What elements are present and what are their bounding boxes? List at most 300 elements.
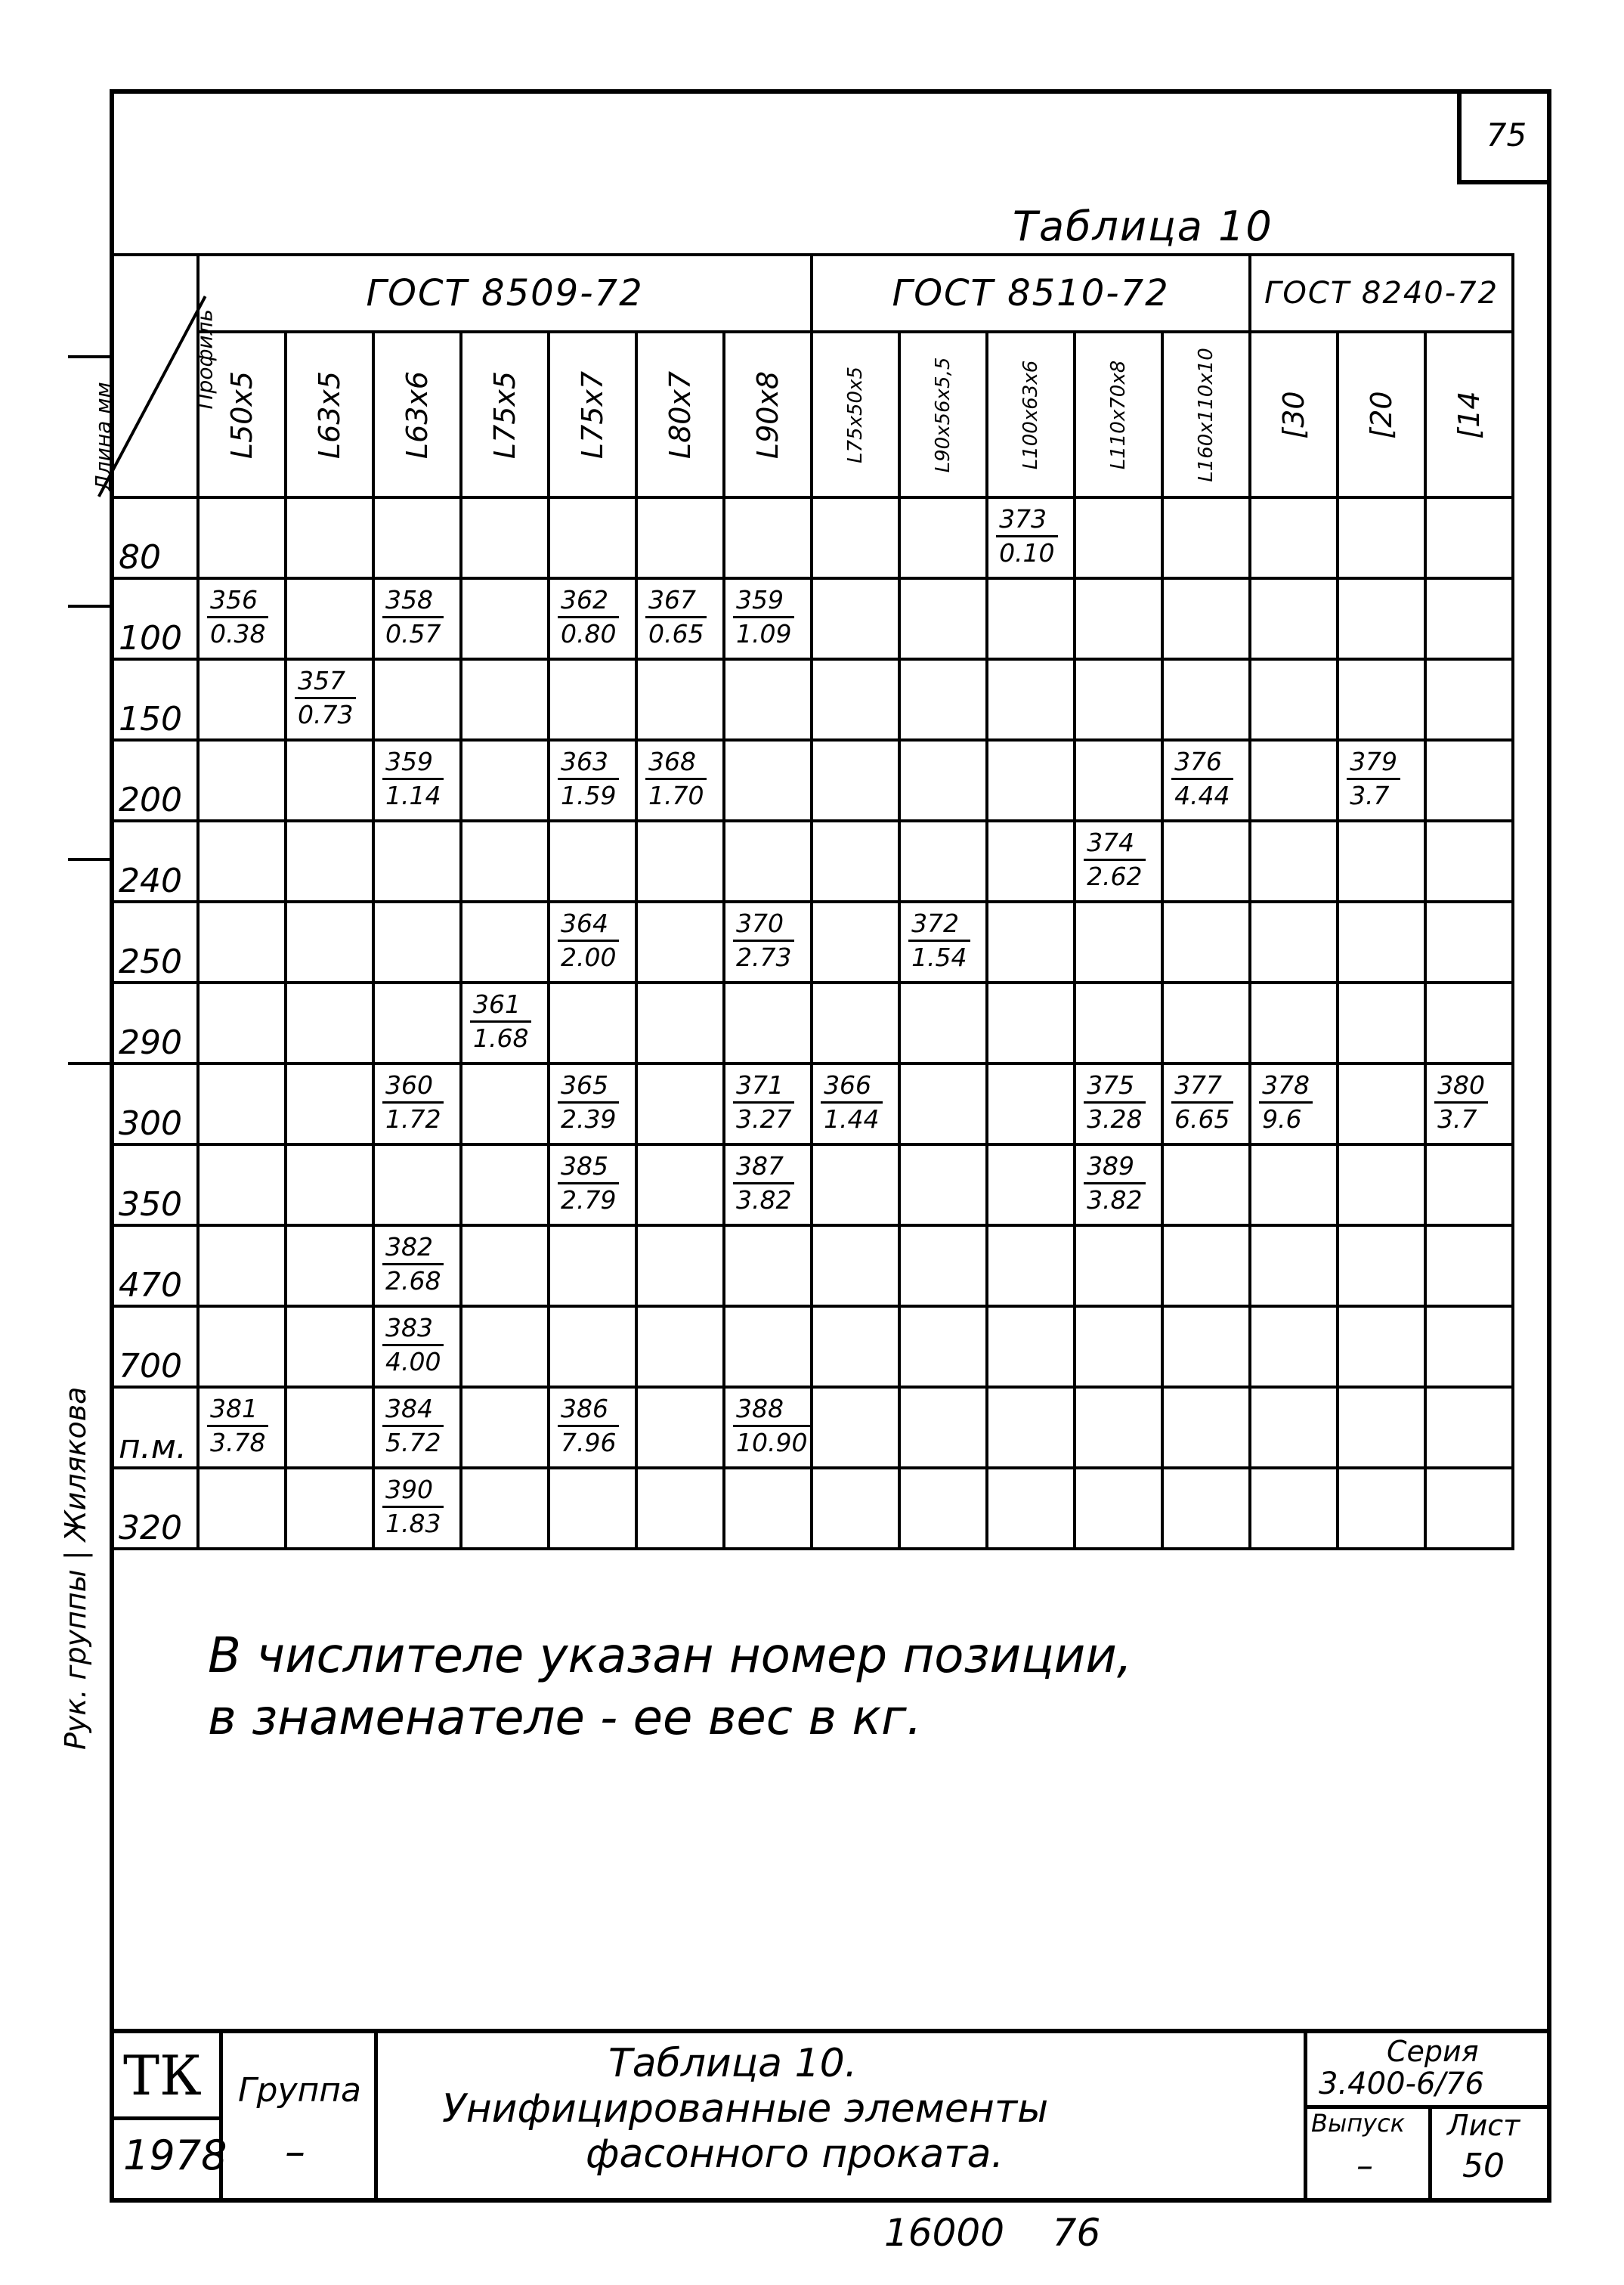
position-weight-fraction bbox=[1171, 1070, 1233, 1135]
position-number: 372 bbox=[908, 908, 970, 942]
table-cell bbox=[373, 1144, 461, 1225]
position-number: 357 bbox=[295, 665, 356, 699]
table-cell bbox=[812, 578, 899, 659]
position-number: 363 bbox=[558, 746, 619, 780]
length-cell: п.м. bbox=[111, 1387, 198, 1468]
table-cell bbox=[549, 1468, 636, 1549]
table-cell bbox=[461, 821, 549, 902]
table-cell bbox=[549, 659, 636, 740]
weight-kg: 0.65 bbox=[648, 619, 704, 649]
table-cell bbox=[1162, 578, 1250, 659]
weight-kg: 2.79 bbox=[561, 1185, 617, 1215]
weight-kg: 7.96 bbox=[561, 1428, 617, 1457]
position-weight-fraction bbox=[382, 1070, 444, 1135]
table-cell bbox=[987, 740, 1075, 821]
table-cell bbox=[1425, 1225, 1513, 1306]
sheet-title-line-2: Унифицированные элементы bbox=[442, 2086, 1049, 2132]
table-cell bbox=[373, 1064, 461, 1144]
profile-header-cell bbox=[286, 332, 373, 497]
table-cell bbox=[987, 497, 1075, 578]
profile-header-cell bbox=[724, 332, 812, 497]
table-title: Таблица 10 bbox=[1013, 203, 1273, 250]
table-cell bbox=[636, 1144, 724, 1225]
table-cell bbox=[373, 497, 461, 578]
profile-header-cell bbox=[1075, 332, 1162, 497]
table-cell bbox=[636, 578, 724, 659]
length-cell: 150 bbox=[111, 659, 198, 740]
table-cell bbox=[724, 902, 812, 983]
table-cell bbox=[899, 659, 987, 740]
table-cell bbox=[987, 1144, 1075, 1225]
table-cell bbox=[549, 983, 636, 1064]
position-number: 364 bbox=[558, 908, 619, 942]
table-cell bbox=[549, 1306, 636, 1387]
table-cell bbox=[461, 1064, 549, 1144]
table-cell bbox=[1425, 740, 1513, 821]
position-weight-fraction bbox=[733, 1070, 794, 1135]
weight-kg: 1.09 bbox=[736, 619, 792, 649]
table-cell bbox=[724, 497, 812, 578]
position-number: 384 bbox=[382, 1393, 444, 1427]
table-cell bbox=[373, 1225, 461, 1306]
table-cell bbox=[724, 740, 812, 821]
position-number: 356 bbox=[207, 584, 268, 618]
table-cell bbox=[1425, 1468, 1513, 1549]
table-cell bbox=[1162, 659, 1250, 740]
weight-kg: 1.54 bbox=[911, 943, 967, 972]
table-cell bbox=[899, 983, 987, 1064]
weight-kg: 1.70 bbox=[648, 781, 704, 810]
table-cell bbox=[1338, 659, 1425, 740]
gost-8240-header: ГОСТ 8240-72 bbox=[1250, 255, 1513, 332]
table-cell bbox=[198, 497, 286, 578]
table-cell bbox=[1250, 983, 1338, 1064]
footnote bbox=[208, 1625, 1132, 1749]
table-cell bbox=[724, 821, 812, 902]
table-cell bbox=[461, 497, 549, 578]
table-cell bbox=[1250, 1064, 1338, 1144]
table-cell bbox=[1075, 1306, 1162, 1387]
position-weight-fraction bbox=[207, 584, 268, 650]
position-number: 373 bbox=[996, 503, 1057, 537]
weight-kg: 2.68 bbox=[385, 1266, 441, 1296]
table-row bbox=[111, 1144, 1513, 1225]
table-cell bbox=[636, 983, 724, 1064]
table-cell bbox=[899, 1225, 987, 1306]
table-cell bbox=[549, 902, 636, 983]
gost-8509-header: ГОСТ 8509-72 bbox=[198, 255, 812, 332]
table-cell bbox=[899, 1468, 987, 1549]
position-weight-fraction bbox=[1347, 746, 1400, 812]
profile-header-cell bbox=[899, 332, 987, 497]
table-cell bbox=[1250, 1468, 1338, 1549]
position-number: 368 bbox=[645, 746, 707, 780]
weight-kg: 2.62 bbox=[1087, 862, 1143, 891]
margin-tick bbox=[68, 605, 110, 608]
table-cell bbox=[1425, 1064, 1513, 1144]
table-cell bbox=[1250, 821, 1338, 902]
table-cell bbox=[899, 1387, 987, 1468]
table-cell bbox=[1338, 497, 1425, 578]
weight-kg: 0.73 bbox=[298, 700, 354, 729]
length-cell: 700 bbox=[111, 1306, 198, 1387]
table-cell bbox=[812, 983, 899, 1064]
table-cell bbox=[373, 1468, 461, 1549]
table-cell bbox=[461, 1225, 549, 1306]
length-cell: 240 bbox=[111, 821, 198, 902]
position-weight-fraction bbox=[558, 1393, 619, 1459]
table-cell bbox=[1250, 740, 1338, 821]
profile-label: [30 bbox=[1277, 390, 1311, 439]
table-cell bbox=[1338, 821, 1425, 902]
table-cell bbox=[461, 1468, 549, 1549]
sheet-title-line-1: Таблица 10. bbox=[608, 2041, 858, 2086]
position-weight-fraction bbox=[558, 1150, 619, 1216]
position-number: 388 bbox=[733, 1393, 810, 1427]
table-cell bbox=[1075, 1225, 1162, 1306]
corner-length-label: Длина мм bbox=[91, 382, 116, 491]
table-cell bbox=[1338, 1144, 1425, 1225]
weight-kg: 2.00 bbox=[561, 943, 617, 972]
table-cell bbox=[987, 1225, 1075, 1306]
position-number: 359 bbox=[733, 584, 794, 618]
length-cell: 200 bbox=[111, 740, 198, 821]
table-cell bbox=[812, 1387, 899, 1468]
table-cell bbox=[1425, 983, 1513, 1064]
table-cell bbox=[812, 740, 899, 821]
table-cell bbox=[987, 659, 1075, 740]
table-row bbox=[111, 659, 1513, 740]
length-cell: 290 bbox=[111, 983, 198, 1064]
table-cell bbox=[812, 1306, 899, 1387]
table-cell bbox=[1162, 1064, 1250, 1144]
position-number: 375 bbox=[1084, 1070, 1145, 1104]
table-cell bbox=[1338, 1387, 1425, 1468]
table-cell bbox=[461, 1144, 549, 1225]
issue-value: – bbox=[1356, 2147, 1373, 2185]
table-cell bbox=[1250, 497, 1338, 578]
table-row bbox=[111, 578, 1513, 659]
table-cell bbox=[1338, 1225, 1425, 1306]
position-number: 387 bbox=[733, 1150, 794, 1184]
profile-header-cell bbox=[1162, 332, 1250, 497]
table-cell bbox=[1075, 902, 1162, 983]
position-number: 362 bbox=[558, 584, 619, 618]
table-cell bbox=[636, 902, 724, 983]
profile-label: L75x7 bbox=[576, 370, 609, 459]
table-cell bbox=[636, 1064, 724, 1144]
position-number: 385 bbox=[558, 1150, 619, 1184]
table-cell bbox=[1425, 659, 1513, 740]
table-cell bbox=[198, 1144, 286, 1225]
weight-kg: 0.38 bbox=[210, 619, 266, 649]
position-weight-fraction bbox=[1434, 1070, 1488, 1135]
position-weight-fraction bbox=[996, 503, 1057, 569]
table-row bbox=[111, 1387, 1513, 1468]
table-cell bbox=[198, 1064, 286, 1144]
series-label: Серия bbox=[1387, 2035, 1479, 2068]
table-cell bbox=[1162, 1387, 1250, 1468]
table-cell bbox=[286, 578, 373, 659]
table-cell bbox=[899, 821, 987, 902]
sheet-label: Лист bbox=[1447, 2109, 1520, 2142]
position-number: 381 bbox=[207, 1393, 268, 1427]
position-weight-fraction bbox=[1171, 746, 1233, 812]
table-cell bbox=[1162, 1144, 1250, 1225]
position-number: 367 bbox=[645, 584, 707, 618]
table-cell bbox=[636, 1225, 724, 1306]
table-cell bbox=[1250, 578, 1338, 659]
corner-cell bbox=[91, 255, 217, 497]
table-cell bbox=[812, 1144, 899, 1225]
issue-label: Выпуск bbox=[1311, 2109, 1405, 2138]
table-cell bbox=[373, 578, 461, 659]
weight-kg: 3.82 bbox=[1087, 1185, 1143, 1215]
table-cell bbox=[286, 983, 373, 1064]
profile-header-cell bbox=[461, 332, 549, 497]
series-value: 3.400-6/76 bbox=[1319, 2067, 1484, 2101]
table-cell bbox=[1425, 1306, 1513, 1387]
table-cell bbox=[461, 1387, 549, 1468]
position-weight-fraction bbox=[645, 584, 707, 650]
table-row bbox=[111, 1064, 1513, 1144]
table-cell bbox=[198, 1387, 286, 1468]
profile-header-cell bbox=[1338, 332, 1425, 497]
table-cell bbox=[1425, 497, 1513, 578]
profile-label: L63x6 bbox=[401, 370, 434, 459]
table-cell bbox=[636, 1306, 724, 1387]
profile-label: L90x56x5,5 bbox=[932, 357, 955, 472]
position-weight-fraction bbox=[295, 665, 356, 731]
table-cell bbox=[286, 1387, 373, 1468]
profile-label: L80x7 bbox=[664, 370, 697, 459]
table-cell bbox=[812, 1468, 899, 1549]
table-cell bbox=[286, 902, 373, 983]
table-cell bbox=[549, 1144, 636, 1225]
table-cell bbox=[812, 497, 899, 578]
table-cell bbox=[1075, 1468, 1162, 1549]
table-cell bbox=[636, 1468, 724, 1549]
table-cell bbox=[1338, 1468, 1425, 1549]
table-cell bbox=[198, 740, 286, 821]
table-cell bbox=[1075, 578, 1162, 659]
weight-kg: 6.65 bbox=[1174, 1104, 1230, 1134]
table-cell bbox=[373, 659, 461, 740]
profile-header-cell bbox=[549, 332, 636, 497]
table-cell bbox=[1162, 902, 1250, 983]
table-cell bbox=[1338, 1064, 1425, 1144]
bottom-stamp: 16000 76 bbox=[884, 2211, 1101, 2255]
table-body bbox=[111, 497, 1513, 1549]
table-row bbox=[111, 902, 1513, 983]
position-weight-fraction bbox=[733, 908, 794, 974]
position-weight-fraction bbox=[470, 989, 531, 1054]
position-weight-fraction bbox=[558, 584, 619, 650]
table-cell bbox=[1250, 1225, 1338, 1306]
margin-tick bbox=[68, 355, 110, 358]
weight-kg: 3.7 bbox=[1350, 781, 1390, 810]
table-cell bbox=[899, 1306, 987, 1387]
table-cell bbox=[1162, 1468, 1250, 1549]
year: 1978 bbox=[123, 2132, 227, 2179]
table-cell bbox=[198, 983, 286, 1064]
margin-tick bbox=[68, 858, 110, 861]
table-cell bbox=[636, 1387, 724, 1468]
position-number: 389 bbox=[1084, 1150, 1145, 1184]
table-cell bbox=[1250, 1387, 1338, 1468]
table-row bbox=[111, 821, 1513, 902]
table-cell bbox=[724, 1306, 812, 1387]
table-cell bbox=[198, 821, 286, 902]
table-row bbox=[111, 497, 1513, 578]
length-cell: 320 bbox=[111, 1468, 198, 1549]
position-number: 386 bbox=[558, 1393, 619, 1427]
weight-kg: 3.78 bbox=[210, 1428, 266, 1457]
position-weight-fraction bbox=[821, 1070, 882, 1135]
table-cell bbox=[636, 659, 724, 740]
table-cell bbox=[812, 659, 899, 740]
position-number: 366 bbox=[821, 1070, 882, 1104]
weight-kg: 0.10 bbox=[999, 538, 1055, 568]
position-number: 359 bbox=[382, 746, 444, 780]
table-cell bbox=[987, 902, 1075, 983]
weight-kg: 3.27 bbox=[736, 1104, 792, 1134]
table-cell bbox=[286, 497, 373, 578]
table-cell bbox=[1338, 1306, 1425, 1387]
table-cell bbox=[724, 1064, 812, 1144]
length-cell: 300 bbox=[111, 1064, 198, 1144]
table-cell bbox=[461, 983, 549, 1064]
table-cell bbox=[286, 1144, 373, 1225]
length-cell: 100 bbox=[111, 578, 198, 659]
position-weight-fraction bbox=[382, 1474, 444, 1540]
table-cell bbox=[636, 740, 724, 821]
profile-table bbox=[91, 253, 1514, 1550]
table-cell bbox=[286, 1306, 373, 1387]
table-cell bbox=[461, 902, 549, 983]
weight-kg: 4.00 bbox=[385, 1347, 441, 1376]
table-cell bbox=[461, 578, 549, 659]
table-cell bbox=[812, 1225, 899, 1306]
table-cell bbox=[373, 1387, 461, 1468]
weight-kg: 4.44 bbox=[1174, 781, 1230, 810]
group-label: Группа bbox=[238, 2071, 361, 2110]
weight-kg: 10.90 bbox=[736, 1428, 808, 1457]
table-cell bbox=[1250, 1306, 1338, 1387]
sheet-title-line-3: фасонного проката. bbox=[586, 2132, 1004, 2177]
position-weight-fraction bbox=[558, 908, 619, 974]
weight-kg: 2.39 bbox=[561, 1104, 617, 1134]
position-weight-fraction bbox=[733, 1150, 794, 1216]
profile-label: L100x63x6 bbox=[1019, 360, 1043, 469]
table-cell bbox=[1250, 1144, 1338, 1225]
position-weight-fraction bbox=[908, 908, 970, 974]
table-cell bbox=[198, 1225, 286, 1306]
table-cell bbox=[286, 1064, 373, 1144]
table-cell bbox=[373, 902, 461, 983]
sheet-value: 50 bbox=[1462, 2147, 1505, 2185]
side-signature-text: Рук. группы | Жилякова bbox=[59, 1386, 92, 1750]
position-weight-fraction bbox=[1084, 1070, 1145, 1135]
table-cell bbox=[724, 659, 812, 740]
table-cell bbox=[549, 1064, 636, 1144]
table-cell bbox=[987, 983, 1075, 1064]
table-cell bbox=[1338, 983, 1425, 1064]
position-number: 374 bbox=[1084, 827, 1145, 861]
table-cell bbox=[1425, 578, 1513, 659]
table-cell bbox=[812, 902, 899, 983]
table-cell bbox=[198, 1468, 286, 1549]
profile-header-cell bbox=[1425, 332, 1513, 497]
profile-label: L110x70x8 bbox=[1107, 360, 1131, 469]
profile-label: L90x8 bbox=[751, 370, 785, 459]
profile-header-cell bbox=[373, 332, 461, 497]
table-cell bbox=[1075, 983, 1162, 1064]
table-cell bbox=[987, 821, 1075, 902]
table-cell bbox=[373, 983, 461, 1064]
table-cell bbox=[1250, 659, 1338, 740]
title-block bbox=[110, 2029, 1551, 2203]
weight-kg: 1.44 bbox=[824, 1104, 880, 1134]
table-cell bbox=[899, 1064, 987, 1144]
position-number: 382 bbox=[382, 1231, 444, 1265]
position-weight-fraction bbox=[382, 1231, 444, 1297]
profile-label: [14 bbox=[1452, 390, 1486, 439]
length-cell: 350 bbox=[111, 1144, 198, 1225]
table-row bbox=[111, 1225, 1513, 1306]
table-cell bbox=[373, 821, 461, 902]
table-cell bbox=[549, 497, 636, 578]
table-cell bbox=[286, 821, 373, 902]
table-cell bbox=[812, 1064, 899, 1144]
profile-label: [20 bbox=[1365, 390, 1399, 439]
table-cell bbox=[1162, 497, 1250, 578]
table-cell bbox=[461, 659, 549, 740]
table-cell bbox=[461, 1306, 549, 1387]
table-cell bbox=[1075, 1064, 1162, 1144]
profile-header-cell bbox=[1250, 332, 1338, 497]
length-cell: 470 bbox=[111, 1225, 198, 1306]
weight-kg: 1.83 bbox=[385, 1509, 441, 1538]
table-cell bbox=[812, 821, 899, 902]
table-cell bbox=[286, 1225, 373, 1306]
position-number: 365 bbox=[558, 1070, 619, 1104]
weight-kg: 1.14 bbox=[385, 781, 441, 810]
table-cell bbox=[1075, 740, 1162, 821]
table-cell bbox=[724, 983, 812, 1064]
position-number: 378 bbox=[1259, 1070, 1313, 1104]
table-cell bbox=[1425, 1144, 1513, 1225]
table-cell bbox=[198, 659, 286, 740]
weight-kg: 9.6 bbox=[1262, 1104, 1302, 1134]
profile-header-row bbox=[111, 332, 1513, 497]
table-cell bbox=[549, 821, 636, 902]
org-code: ТК bbox=[123, 2044, 202, 2107]
table-row bbox=[111, 1306, 1513, 1387]
table-cell bbox=[549, 740, 636, 821]
table-cell bbox=[899, 902, 987, 983]
position-number: 390 bbox=[382, 1474, 444, 1508]
table-cell bbox=[1075, 659, 1162, 740]
profile-label: L50x5 bbox=[225, 370, 258, 459]
position-weight-fraction bbox=[558, 746, 619, 812]
table-cell bbox=[1075, 1387, 1162, 1468]
position-number: 380 bbox=[1434, 1070, 1488, 1104]
length-cell: 250 bbox=[111, 902, 198, 983]
table-cell bbox=[1162, 1306, 1250, 1387]
table-cell bbox=[198, 902, 286, 983]
table-cell bbox=[724, 578, 812, 659]
